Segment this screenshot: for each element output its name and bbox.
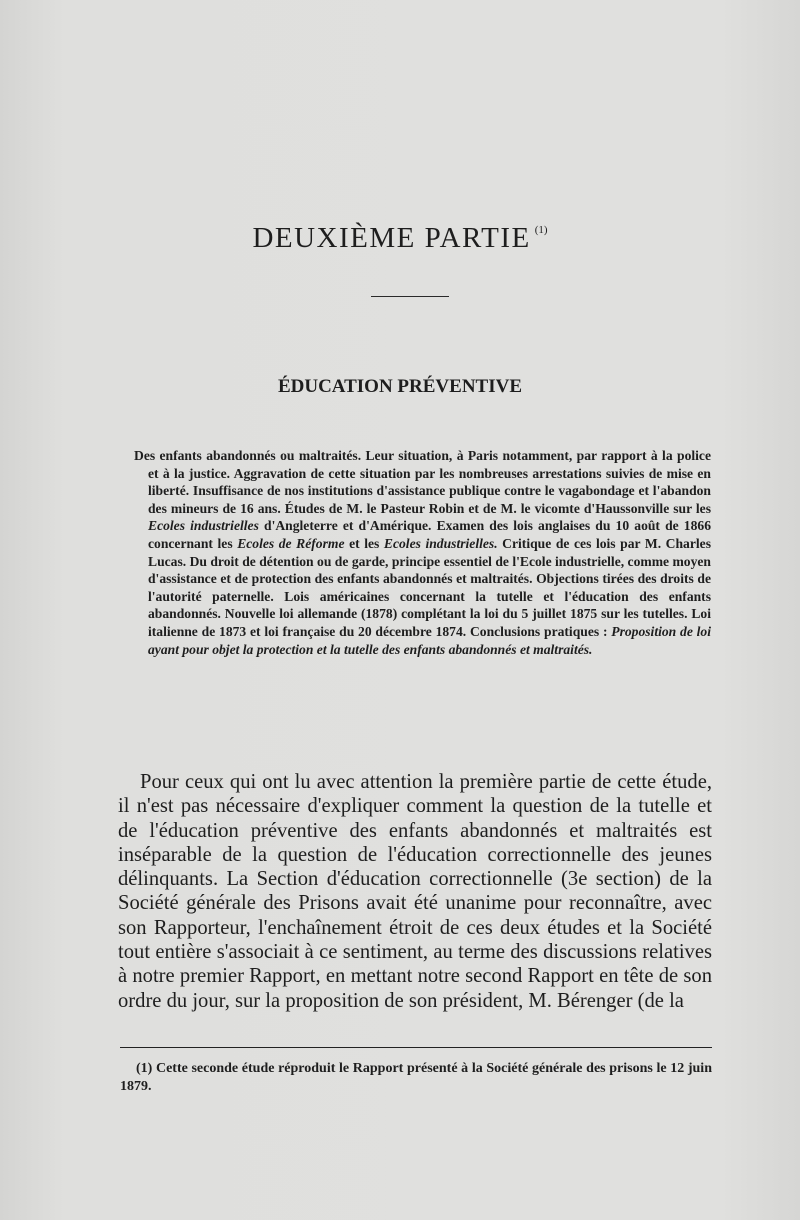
- summary-italic-3: Ecoles industrielles.: [383, 535, 498, 551]
- chapter-summary: [134, 447, 711, 658]
- summary-italic-4: Proposition de loi ayant pour objet la protection et la tutelle des enfants abandonnés et maltraités.: [148, 623, 711, 657]
- summary-text-3: et les: [344, 535, 384, 551]
- summary-italic-2: Ecoles de Réforme: [237, 535, 345, 551]
- body-paragraph: Pour ceux qui ont lu avec attention la première partie de cette étude, il n'est pas nécessaire d'expliquer comment la question de la tutelle et de l'éducation préventive des enfants abandonnés et maltraités est inséparable de la question de l'éducation correctionnelle des jeunes délinquants. La Section d'éducation correctionnelle (3e section) de la Société générale des Prisons avait été unanime pour reconnaître, avec son Rapporteur, l'enchaînement étroit de ces deux études et la Société tout entière s'associait à ce sentiment, au terme des discussions relatives à notre premier Rapport, en mettant notre second Rapport en tête de son ordre du jour, sur la proposition de son président, M. Bérenger (de la: [118, 771, 712, 1012]
- title-divider: [371, 296, 449, 297]
- summary-italic-1: Ecoles industrielles: [148, 518, 259, 534]
- section-title: ÉDUCATION PRÉVENTIVE: [277, 376, 523, 397]
- summary-text-1: Des enfants abandonnés ou maltraités. Leur situation, à Paris notamment, par rapport à la police et à la justice. Aggravation de cette situation par les nombreuses arrestations suivies de mise en liberté. Insuffisance de nos institutions d'assistance publique contre le vagabondage et l'abandon des mineurs de 16 ans. Études de M. le Pasteur Robin et de M. le vicomte d'Haussonville sur les: [134, 448, 711, 516]
- summary-text-4: Critique de ces lois par M. Charles Lucas. Du droit de détention ou de garde, principe essentiel de l'Ecole industrielle, comme moyen d'assistance et de protection des enfants abandonnés et maltraités. Objections tirées des droits de l'autorité paternelle. Lois américaines concernant la tutelle et l'éducation des enfants abandonnés. Nouvelle loi allemande (1878) complétant la loi du 5 juillet 1875 sur les tutelles. Loi italienne de 1873 et loi française du 20 décembre 1874. Conclusions pratiques :: [148, 535, 711, 639]
- footnote-divider: [120, 1047, 712, 1048]
- part-title-text: DEUXIÈME PARTIE: [252, 222, 531, 254]
- summary-text-2: d'Angleterre et d'Amérique. Examen des lois anglaises du 10 août de 1866 concernant les: [148, 518, 711, 551]
- footnote: (1) Cette seconde étude réproduit le Rapport présenté à la Société générale des prisons le 12 juin 1879.: [120, 1061, 712, 1094]
- footnote-marker: (1): [534, 224, 548, 236]
- part-title: [0, 222, 800, 255]
